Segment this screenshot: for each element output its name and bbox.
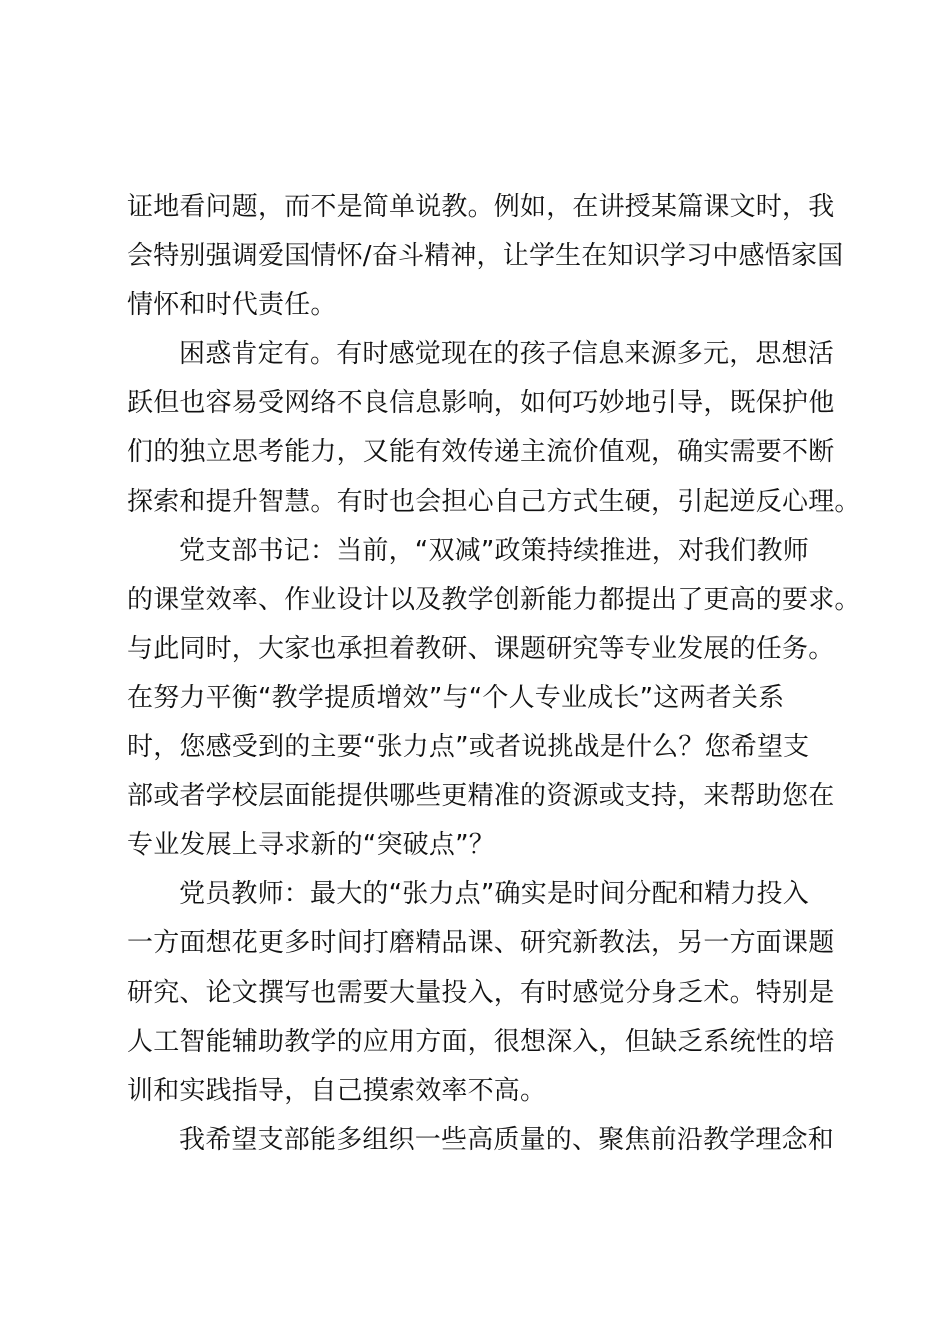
paragraph-teacher-answer [127, 870, 833, 1115]
text-line: 跃但也容易受网络不良信息影响，如何巧妙地引导，既保护他 [127, 388, 835, 419]
document-body [127, 183, 861, 1165]
text-line: 会特别强调爱国情怀/奋斗精神，让学生在知识学习中感悟家国 [127, 241, 844, 272]
text-line: 探索和提升智慧。有时也会担心自己方式生硬，引起逆反心理。 [127, 486, 861, 517]
text-line: 部或者学校层面能提供哪些更精准的资源或支持，来帮助您在 [127, 781, 835, 812]
text-line: 情怀和时代责任。 [127, 290, 337, 321]
paragraph-secretary-question [127, 527, 861, 871]
text-line: 一方面想花更多时间打磨精品课、研究新教法，另一方面课题 [127, 928, 835, 959]
text-line: 与此同时，大家也承担着教研、课题研究等专业发展的任务。 [127, 633, 835, 664]
text-line: 研究、论文撰写也需要大量投入，有时感觉分身乏术。特别是 [127, 977, 835, 1008]
text-line: 的课堂效率、作业设计以及教学创新能力都提出了更高的要求。 [127, 584, 861, 615]
text-line: 专业发展上寻求新的“突破点”？ [127, 830, 495, 861]
text-line: 人工智能辅助教学的应用方面，很想深入，但缺乏系统性的培 [127, 1026, 835, 1057]
text-line: 证地看问题，而不是简单说教。例如，在讲授某篇课文时，我 [127, 192, 835, 222]
text-line: 在努力平衡“教学提质增效”与“个人专业成长”这两者关系 [127, 682, 785, 713]
text-line: 训和实践指导，自己摸索效率不高。 [127, 1075, 547, 1106]
paragraph-hope [127, 1116, 833, 1165]
text-line: 我希望支部能多组织一些高质量的、聚焦前沿教学理念和 [179, 1124, 835, 1155]
text-line: 们的独立思考能力，又能有效传递主流价值观，确实需要不断 [127, 437, 835, 468]
text-line: 困惑肯定有。有时感觉现在的孩子信息来源多元，思想活 [179, 339, 835, 370]
paragraph-continued [127, 183, 844, 330]
text-line: 党员教师：最大的“张力点”确实是时间分配和精力投入 [179, 879, 809, 910]
text-line: 党支部书记：当前，“双减”政策持续推进，对我们教师 [179, 535, 809, 566]
text-line: 时，您感受到的主要“张力点”或者说挑战是什么？您希望支 [127, 732, 810, 763]
paragraph-confusion [127, 330, 861, 526]
